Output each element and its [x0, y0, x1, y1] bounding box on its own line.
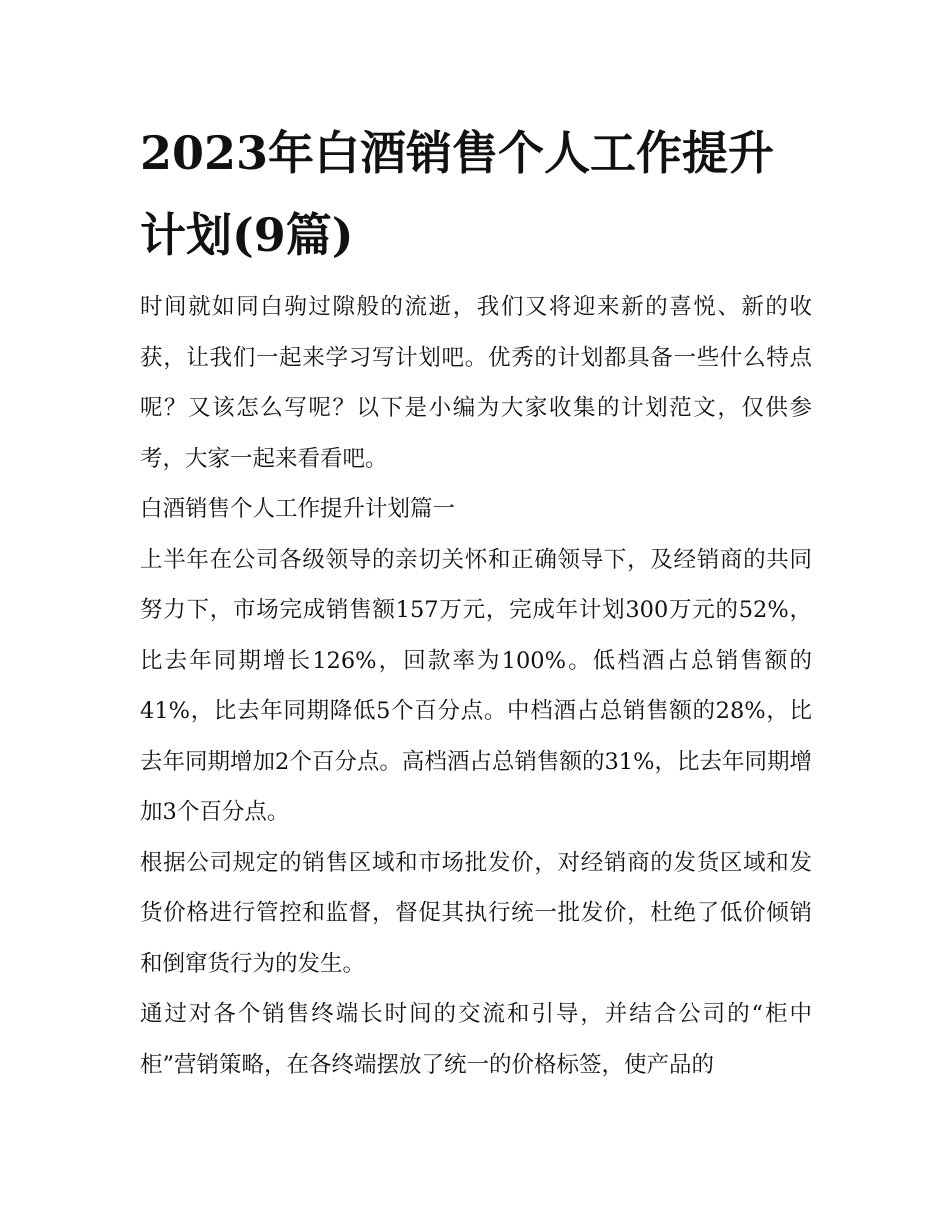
document-title: 2023年白酒销售个人工作提升计划(9篇) — [140, 126, 775, 262]
section-heading: 白酒销售个人工作提升计划篇一 — [140, 496, 456, 522]
body-paragraph: 上半年在公司各级领导的亲切关怀和正确领导下，及经销商的共同努力下，市场完成销售额157万元，完成年计划300万元的52%，比去年同期增长126%，回款率为100%。低档酒占总销售额的41%，比去年同期降低5个百分点。中档酒占总销售额的28%，比去年同期增加2个百分点。高档酒占总销售额的31%，比去年同期增加3个百分点。 — [140, 546, 812, 825]
document-page — [140, 112, 812, 1090]
body-paragraph: 根据公司规定的销售区域和市场批发价，对经销商的发货区域和发货价格进行管控和监督，督促其执行统一批发价，杜绝了低价倾销和倒窜货行为的发生。 — [140, 849, 812, 977]
intro-paragraph: 时间就如同白驹过隙般的流逝，我们又将迎来新的喜悦、新的收获，让我们一起来学习写计划吧。优秀的计划都具备一些什么特点呢？又该怎么写呢？以下是小编为大家收集的计划范文，仅供参考，大家一起来看看吧。 — [140, 294, 812, 472]
body-paragraph: 通过对各个销售终端长时间的交流和引导，并结合公司的“柜中柜”营销策略，在各终端摆放了统一的价格标签，使产品的 — [140, 1001, 812, 1078]
